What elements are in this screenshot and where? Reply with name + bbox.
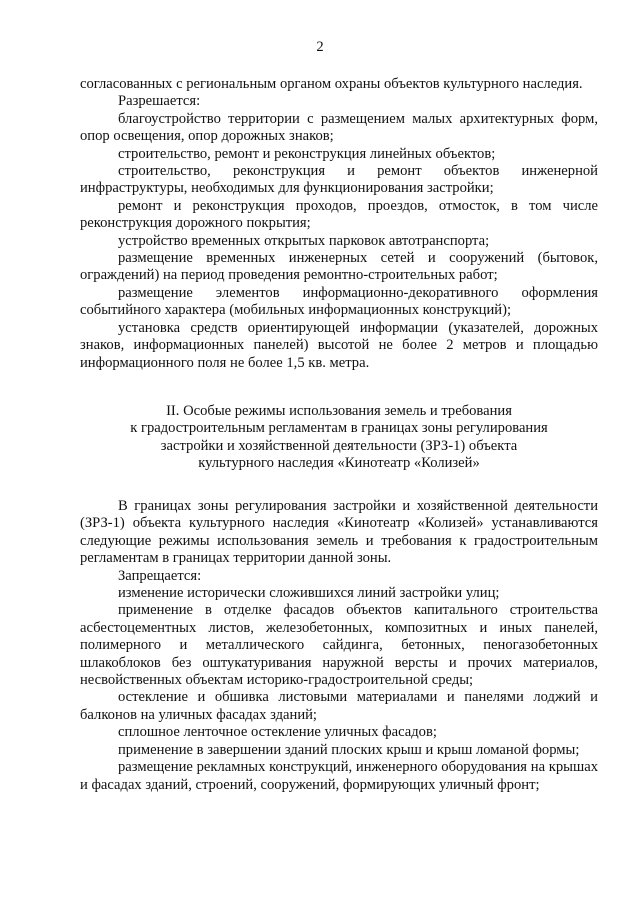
page-number: 2 xyxy=(316,39,324,55)
section-heading-line: культурного наследия «Кинотеатр «Колизей» xyxy=(198,455,480,472)
paragraph-permitted-item: строительство, реконструкция и ремонт объектов инженерной инфраструктуры, необходимых для функционирования застройки; xyxy=(80,163,598,197)
paragraph-permitted-heading: Разрешается: xyxy=(118,93,201,110)
paragraph-prohibited-item: применение в отделке фасадов объектов капитального строительства асбестоцементных листов, железобетонных, композитных и иных панелей, полимерного и металлического сайдинга, бетонных, пеногазобетонных шлакоблоков без оштукатуривания наружной версты и прочих материалов, несвойственных объектам историко-градостроительной среды; xyxy=(80,602,598,689)
section-heading-line: застройки и хозяйственной деятельности (ЗРЗ-1) объекта xyxy=(160,437,518,454)
paragraph-permitted-item: строительство, ремонт и реконструкция линейных объектов; xyxy=(118,145,496,162)
paragraph-permitted-item: устройство временных открытых парковок автотранспорта; xyxy=(118,232,490,249)
section-heading-line: II. Особые режимы использования земель и требования xyxy=(166,403,512,419)
permitted-uses-block xyxy=(80,76,598,372)
paragraph-prohibited-heading: Запрещается: xyxy=(118,567,202,584)
paragraph-permitted-item: размещение элементов информационно-декоративного оформления событийного характера (мобильных информационных конструкций); xyxy=(80,284,598,319)
paragraph-permitted-item: размещение временных инженерных сетей и сооружений (бытовок, ограждений) на период проведения ремонтно-строительных работ; xyxy=(80,250,598,284)
paragraph-prohibited-item: размещение рекламных конструкций, инженерного оборудования на крышах и фасадах зданий, строений, сооружений, формирующих уличный фронт; xyxy=(80,759,598,793)
section-heading xyxy=(80,403,598,473)
prohibited-uses-block xyxy=(80,498,598,794)
paragraph-prohibited-item: сплошное ленточное остекление уличных фасадов; xyxy=(118,724,437,741)
paragraph-permitted-item: благоустройство территории с размещением малых архитектурных форм, опор освещения, опор дорожных знаков; xyxy=(80,110,598,145)
paragraph-zone-intro: В границах зоны регулирования застройки и хозяйственной деятельности (ЗРЗ-1) объекта культурного наследия «Кинотеатр «Колизей» устанавливаются следующие режимы использования земель и требования к градостроительным регламентам в границах территории данной зоны. xyxy=(80,498,598,567)
paragraph-prohibited-item: остекление и обшивка листовыми материалами и панелями лоджий и балконов на уличных фасадах зданий; xyxy=(80,689,598,723)
paragraph-prohibited-item: изменение исторически сложившихся линий застройки улиц; xyxy=(118,585,500,602)
paragraph-continuation: согласованных с региональным органом охраны объектов культурного наследия. xyxy=(80,76,583,92)
section-heading-line: к градостроительным регламентам в границах зоны регулирования xyxy=(130,420,548,437)
paragraph-prohibited-item: применение в завершении зданий плоских крыш и крыш ломаной формы; xyxy=(118,741,580,758)
paragraph-permitted-item: установка средств ориентирующей информации (указателей, дорожных знаков, информационных панелей) высотой не более 2 метров и площадью информационного поля не более 1,5 кв. метра. xyxy=(80,319,598,371)
paragraph-permitted-item: ремонт и реконструкция проходов, проездов, отмосток, в том числе реконструкция дорожного покрытия; xyxy=(80,197,598,232)
